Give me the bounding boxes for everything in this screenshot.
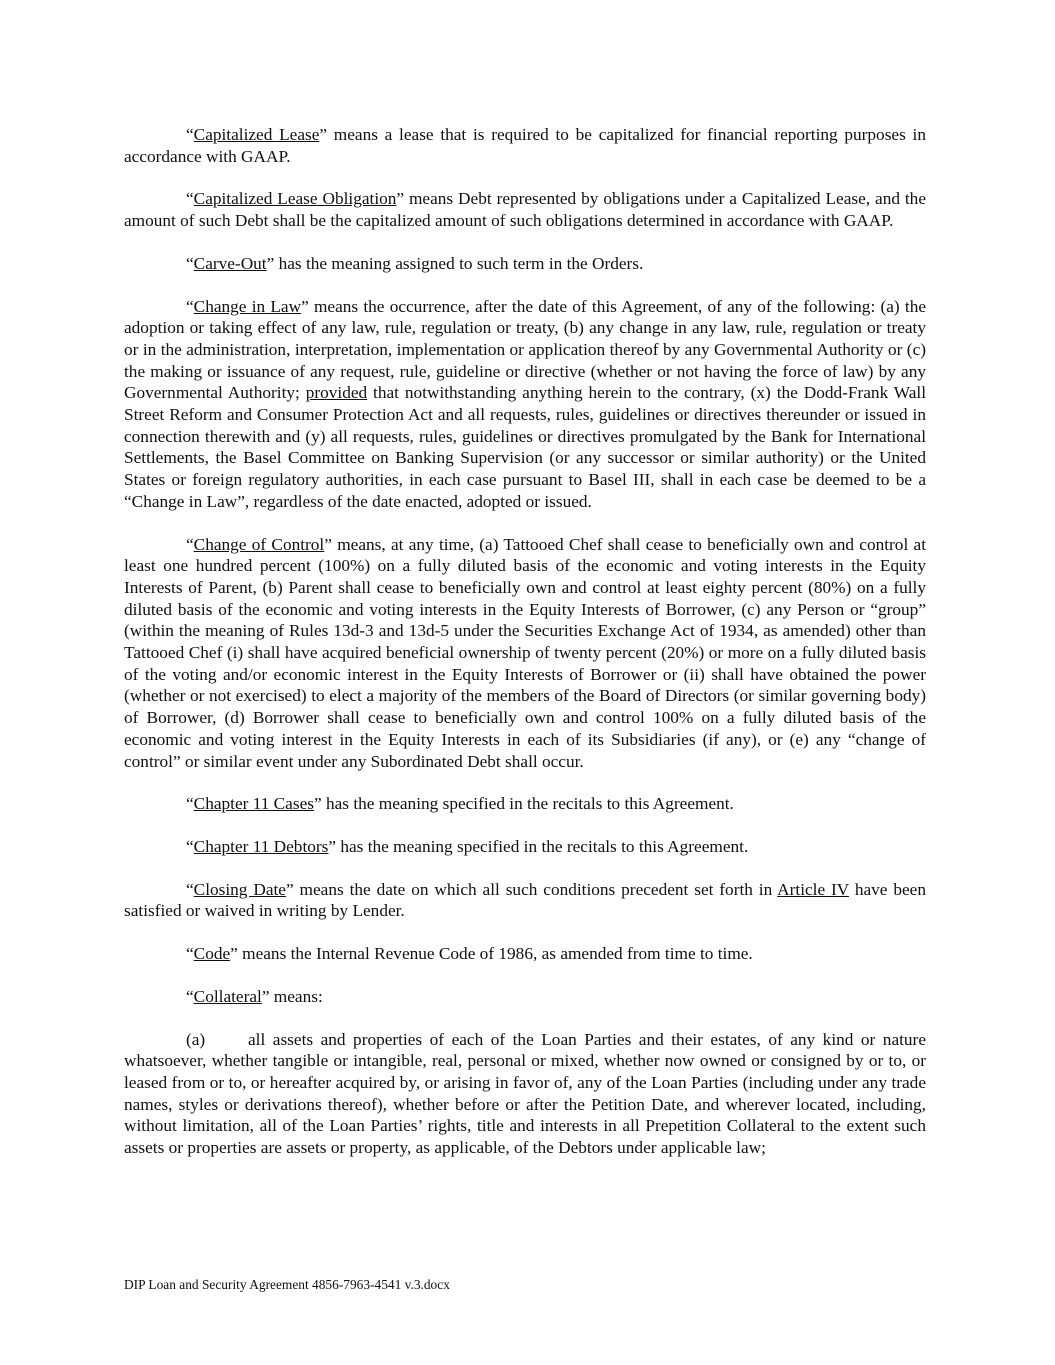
definition-carve-out bbox=[124, 253, 926, 275]
definition-text-continued: that notwithstanding anything herein to the contrary, (x) the Dodd-Frank Wall Street Reform and Consumer Protection Act and all requests, rules, guidelines or directives thereunder or issued in connection therewith and (y) all requests, rules, guidelines or directives promulgated by the Bank for International Settlements, the Basel Committee on Banking Supervision (or any successor or similar authority) or the United States or foreign regulatory authorities, in each case pursuant to Basel III, shall in each case be deemed to be a “Change in Law”, regardless of the date enacted, adopted or issued. bbox=[124, 383, 926, 511]
open-quote: “ bbox=[186, 296, 194, 316]
open-quote: “ bbox=[186, 944, 194, 964]
defined-term: Collateral bbox=[193, 986, 262, 1006]
close-quote: ” bbox=[328, 836, 337, 856]
definition-capitalized-lease-obligation bbox=[124, 188, 926, 231]
open-quote: “ bbox=[186, 986, 194, 1006]
close-quote: ” bbox=[396, 189, 405, 209]
definition-text: means: bbox=[269, 986, 323, 1006]
defined-term: Change in Law bbox=[193, 296, 302, 316]
definition-change-in-law bbox=[124, 296, 926, 513]
definition-text: means Debt represented by obligations under a Capitalized Lease, and the amount of such Debt shall be the capitalized amount of such obligations determined in accordance with GAAP. bbox=[124, 189, 926, 231]
definition-text: means a lease that is required to be capitalized for financial reporting purposes in accordance with GAAP. bbox=[124, 125, 926, 166]
definition-code bbox=[124, 943, 926, 965]
definition-text: has the meaning assigned to such term in the Orders. bbox=[274, 253, 644, 273]
open-quote: “ bbox=[186, 125, 194, 144]
definition-capitalized-lease bbox=[124, 124, 926, 167]
close-quote: ” bbox=[285, 879, 294, 899]
definition-text: means the occurrence, after the date of this Agreement, of any of the following: (a) the adoption or taking effect of any law, rule, regulation or treaty, (b) any change in any law, rule, regulation or treaty or in the administration, interpretation, implementation or application thereof by any Governmental Authority or (c) the making or issuance of any request, rule, guideline or directive (whether or not having the force of law) by any Governmental Authority; bbox=[124, 296, 927, 403]
collateral-clause-a bbox=[124, 1029, 926, 1159]
definition-chapter-11-cases bbox=[124, 793, 926, 815]
definition-closing-date bbox=[124, 879, 926, 922]
clause-marker: (a) bbox=[186, 1029, 206, 1049]
defined-term: Closing Date bbox=[193, 879, 286, 899]
open-quote: “ bbox=[186, 836, 194, 856]
close-quote: ” bbox=[261, 986, 270, 1006]
definition-text: has the meaning specified in the recitals to this Agreement. bbox=[336, 836, 749, 856]
definition-text: has the meaning specified in the recitals to this Agreement. bbox=[321, 794, 734, 814]
page-footer: DIP Loan and Security Agreement 4856-7963-4541 v.3.docx bbox=[124, 1277, 450, 1292]
close-quote: ” bbox=[319, 125, 328, 144]
close-quote: ” bbox=[230, 944, 238, 964]
open-quote: “ bbox=[186, 253, 194, 273]
defined-term: Chapter 11 Debtors bbox=[193, 836, 329, 856]
definition-collateral bbox=[124, 986, 926, 1008]
open-quote: “ bbox=[186, 879, 194, 899]
underlined-word-provided: provided bbox=[305, 383, 368, 403]
open-quote: “ bbox=[186, 534, 194, 554]
close-quote: ” bbox=[266, 253, 275, 273]
document-body bbox=[124, 124, 926, 1159]
definition-text: means the Internal Revenue Code of 1986, as amended from time to time. bbox=[237, 944, 753, 964]
close-quote: ” bbox=[324, 534, 332, 554]
open-quote: “ bbox=[186, 794, 194, 814]
open-quote: “ bbox=[186, 189, 194, 209]
definition-change-of-control bbox=[124, 534, 926, 773]
defined-term: Code bbox=[193, 944, 231, 964]
close-quote: ” bbox=[301, 296, 309, 316]
defined-term: Change of Control bbox=[193, 534, 325, 554]
definition-text-continued: have been satisfied or waived in writing by Lender. bbox=[124, 879, 926, 921]
article-iv-reference: Article IV bbox=[777, 879, 849, 899]
clause-text: all assets and properties of each of the Loan Parties and their estates, of any kind or nature whatsoever, whether tangible or intangible, real, personal or mixed, whether now owned or consigned by or to, or leased from or to, or hereafter acquired by, or arising in favor of, any of the Loan Parties (including under any trade names, styles or derivations thereof), whether before or after the Petition Date, and wherever located, including, without limitation, all of the Loan Parties’ rights, title and interests in all Prepetition Collateral to the extent such assets or properties are assets or property, as applicable, of the Debtors under applicable law; bbox=[124, 1029, 926, 1158]
defined-term: Chapter 11 Cases bbox=[193, 794, 314, 814]
defined-term: Carve-Out bbox=[193, 253, 267, 273]
definition-text: means the date on which all such conditions precedent set forth in bbox=[293, 879, 778, 899]
defined-term: Capitalized Lease Obligation bbox=[193, 189, 397, 209]
definition-chapter-11-debtors bbox=[124, 836, 926, 858]
close-quote: ” bbox=[313, 794, 322, 814]
definition-text: means, at any time, (a) Tattooed Chef shall cease to beneficially own and control at least one hundred percent (100%) on a fully diluted basis of the economic and voting interests in the Equity Interests of Parent, (b) Parent shall cease to beneficially own and control at least eighty percent (80%) on a fully diluted basis of the economic and voting interests in the Equity Interests of Borrower, (c) any Person or “group” (within the meaning of Rules 13d-3 and 13d-5 under the Securities Exchange Act of 1934, as amended) other than Tattooed Chef (i) shall have acquired beneficial ownership of twenty percent (20%) or more on a fully diluted basis of the voting and/or economic interest in the Equity Interests of Borrower or (ii) shall have obtained the power (whether or not exercised) to elect a majority of the members of the Board of Directors (or similar governing body) of Borrower, (d) Borrower shall cease to beneficially own and control 100% on a fully diluted basis of the economic and voting interest in the Equity Interests in each of its Subsidiaries (if any), or (e) any “change of control” or similar event under any Subordinated Debt shall occur. bbox=[124, 534, 926, 771]
defined-term: Capitalized Lease bbox=[193, 125, 320, 144]
